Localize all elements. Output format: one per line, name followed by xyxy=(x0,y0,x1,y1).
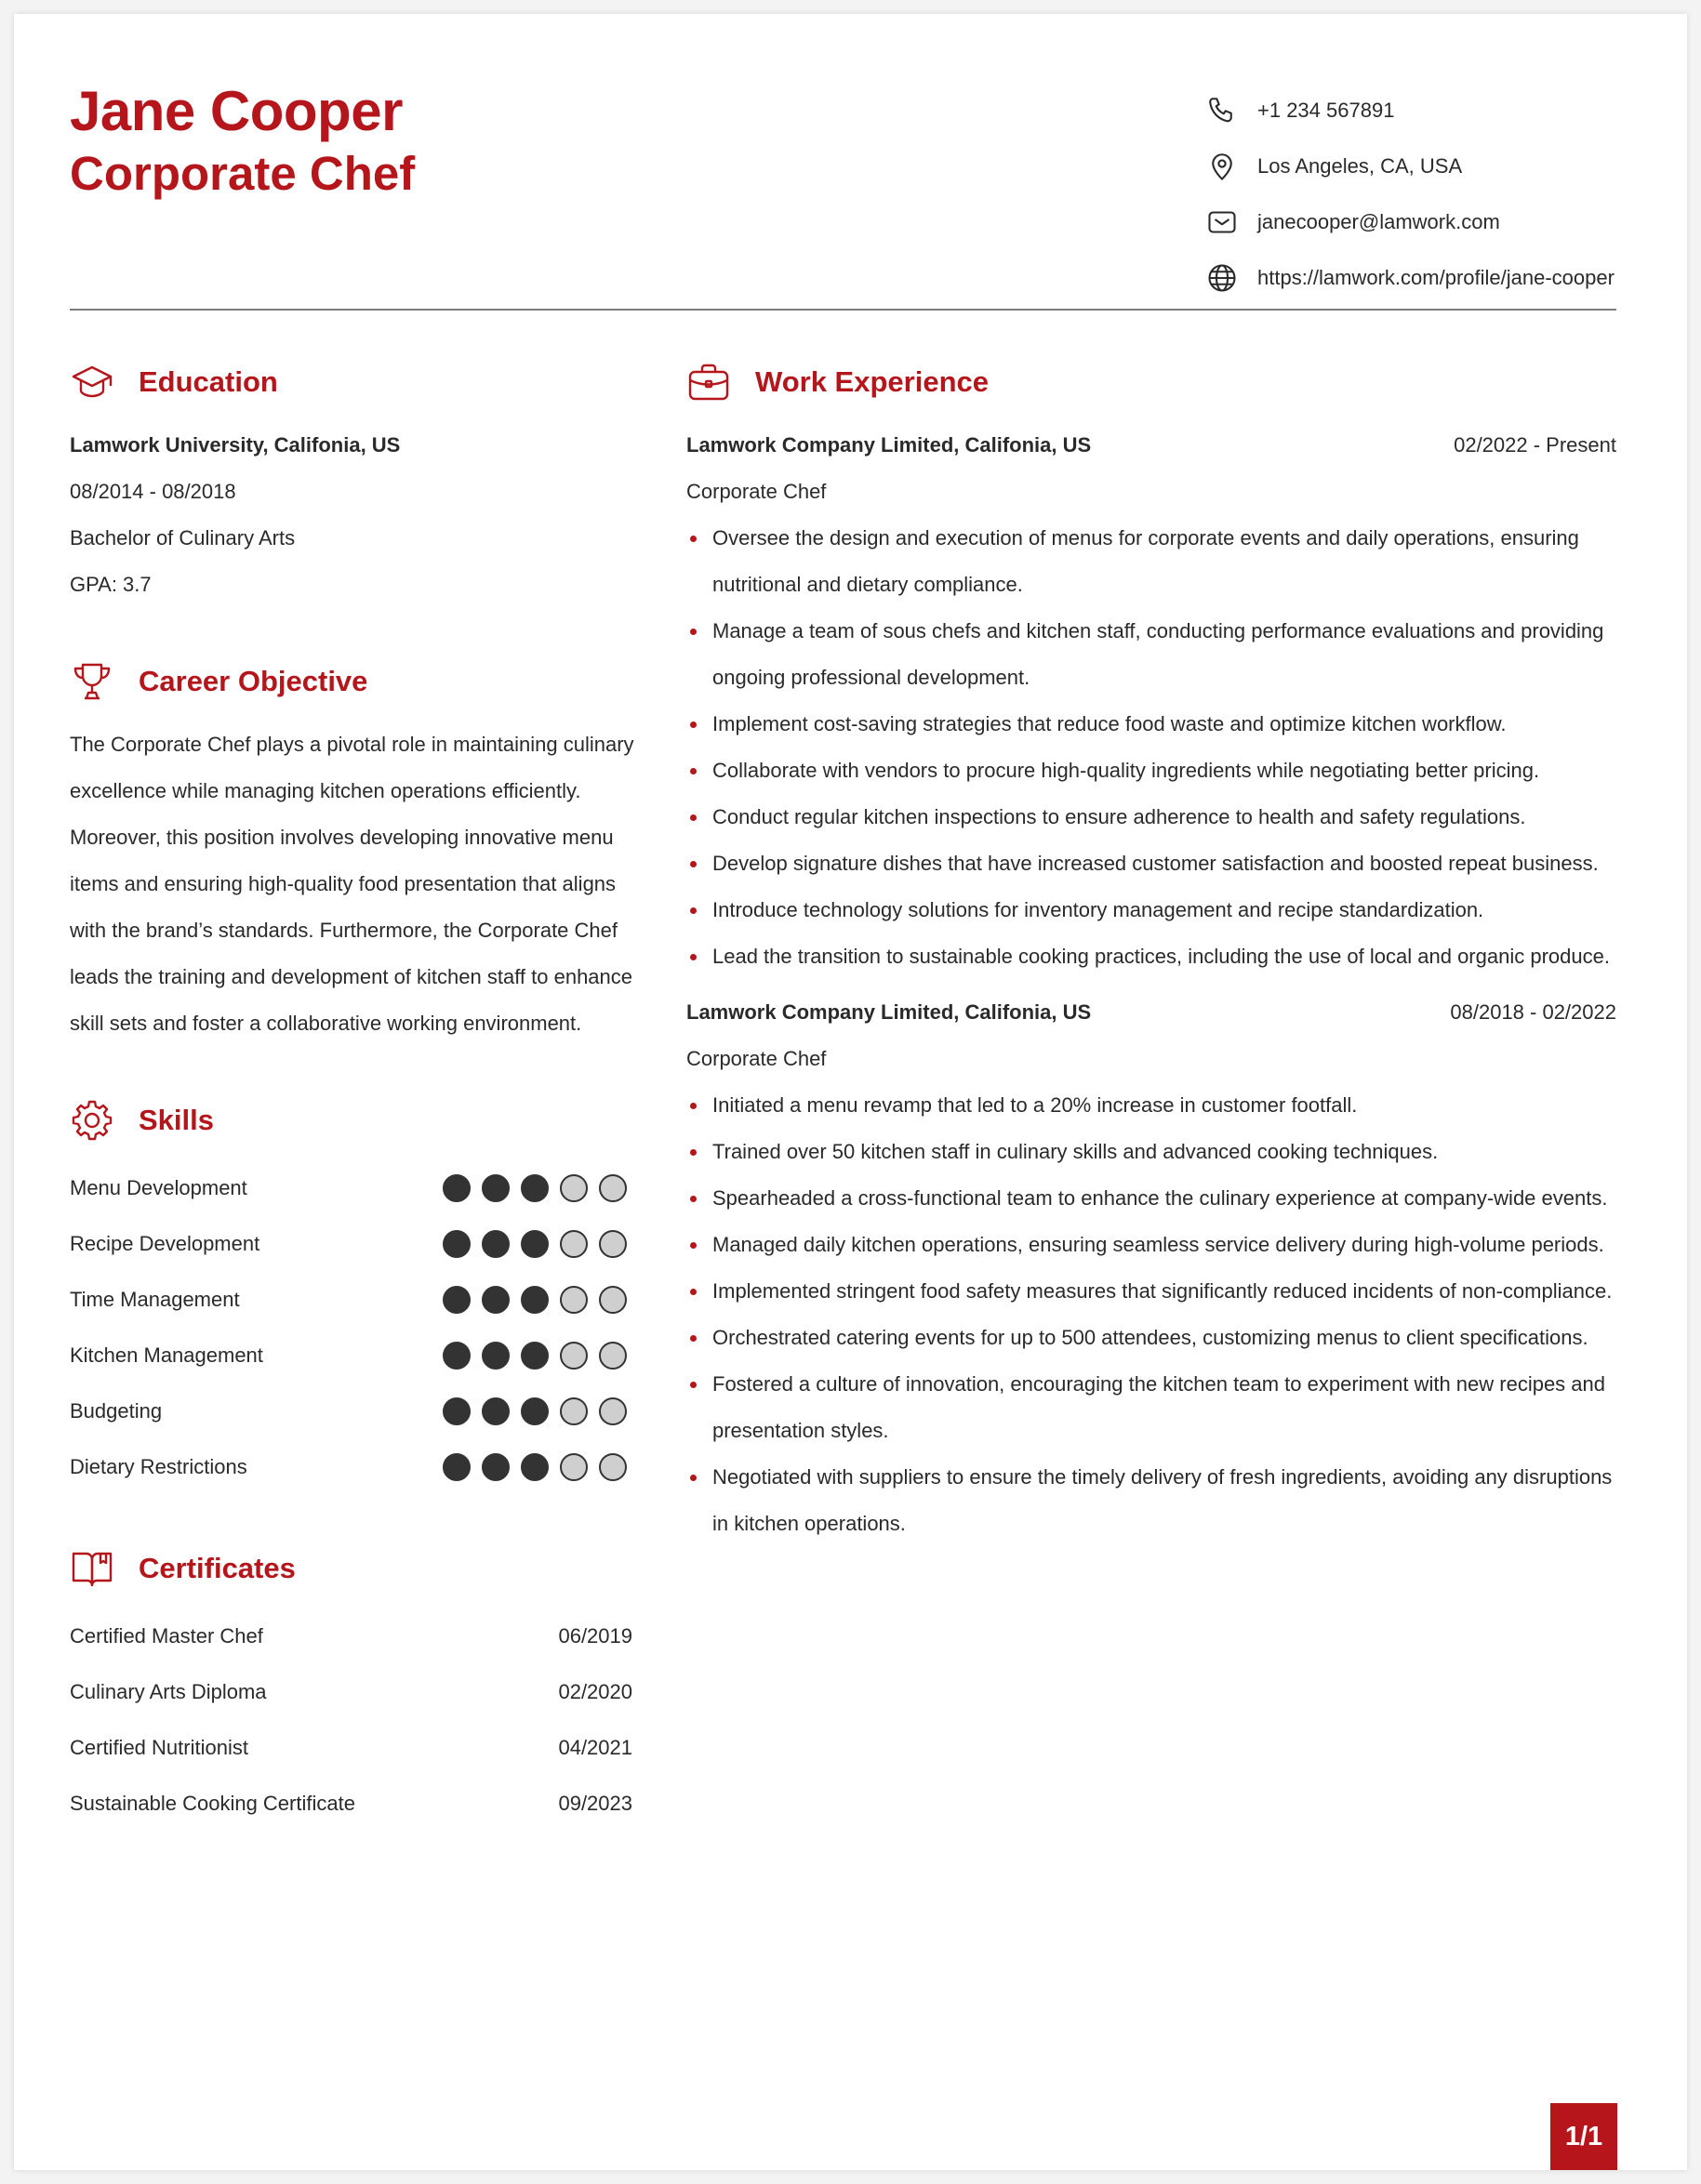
skill-dot-filled xyxy=(482,1230,510,1258)
career-objective-title: Career Objective xyxy=(139,665,368,697)
skill-dot-empty xyxy=(599,1230,627,1258)
skill-dot-filled xyxy=(521,1286,549,1314)
phone-icon xyxy=(1205,94,1239,127)
skill-dot-empty xyxy=(560,1397,588,1425)
skill-dot-filled xyxy=(521,1174,549,1202)
contact-list xyxy=(1205,83,1616,306)
skill-name: Kitchen Management xyxy=(70,1343,263,1367)
job-position: Corporate Chef xyxy=(686,1047,827,1070)
contact-phone xyxy=(1205,83,1616,139)
skill-rating xyxy=(443,1174,627,1202)
page-indicator[interactable]: 1/1 xyxy=(1550,2103,1617,2170)
contact-website xyxy=(1205,250,1616,306)
skill-rating xyxy=(443,1453,627,1481)
objective-line: with the brand’s standards. Furthermore, the Corporate Chef xyxy=(70,919,618,942)
certificate-date: 09/2023 xyxy=(558,1792,632,1815)
skill-dot-empty xyxy=(599,1174,627,1202)
certificates-section xyxy=(70,1540,632,1832)
skill-dot-filled xyxy=(443,1286,471,1314)
education-school: Lamwork University, Califonia, US xyxy=(70,433,401,457)
globe-icon xyxy=(1205,261,1239,295)
job-entry xyxy=(686,989,1616,1547)
skill-dot-filled xyxy=(482,1286,510,1314)
skill-rating xyxy=(443,1397,627,1425)
skill-dot-filled xyxy=(443,1174,471,1202)
skill-dot-filled xyxy=(521,1397,549,1425)
book-icon xyxy=(70,1546,114,1591)
certificates-header xyxy=(70,1540,632,1597)
skill-rating xyxy=(443,1230,627,1258)
career-objective-header xyxy=(70,653,632,710)
certificate-row xyxy=(70,1608,632,1664)
skill-dot-empty xyxy=(560,1453,588,1481)
certificate-name: Certified Nutritionist xyxy=(70,1736,248,1759)
skill-dot-filled xyxy=(443,1453,471,1481)
resume-header xyxy=(70,70,1616,311)
certificate-date: 02/2020 xyxy=(558,1680,632,1703)
skill-dot-empty xyxy=(599,1397,627,1425)
job-dates: 08/2018 - 02/2022 xyxy=(1450,1000,1616,1024)
skill-name: Menu Development xyxy=(70,1176,247,1199)
contact-website-text: https://lamwork.com/profile/jane-cooper xyxy=(1257,266,1615,289)
skill-name: Dietary Restrictions xyxy=(70,1455,247,1478)
contact-email xyxy=(1205,194,1616,250)
skill-dot-empty xyxy=(599,1342,627,1370)
trophy-icon xyxy=(70,659,114,704)
work-experience-section xyxy=(686,353,1616,1547)
contact-location-text: Los Angeles, CA, USA xyxy=(1257,154,1463,178)
job-header xyxy=(686,989,1616,1036)
location-pin-icon xyxy=(1205,150,1239,183)
skill-dot-filled xyxy=(482,1342,510,1370)
objective-line: skill sets and foster a collaborative working environment. xyxy=(70,1012,582,1035)
left-column xyxy=(70,353,632,1832)
certificates-title: Certificates xyxy=(139,1552,296,1584)
skill-dot-empty xyxy=(560,1286,588,1314)
education-gpa: GPA: 3.7 xyxy=(70,573,152,596)
skill-name: Budgeting xyxy=(70,1399,163,1423)
briefcase-icon xyxy=(686,360,731,404)
job-bullet: Conduct regular kitchen inspections to ensure adherence to health and safety regulations. xyxy=(686,794,1616,841)
job-bullet: Oversee the design and execution of menus for corporate events and daily operations, ensuring nutritional and dietary compliance. xyxy=(686,515,1616,608)
skill-dot-filled xyxy=(482,1174,510,1202)
skill-dot-filled xyxy=(482,1397,510,1425)
skill-row xyxy=(70,1272,632,1328)
objective-line: Moreover, this position involves developing innovative menu xyxy=(70,826,614,849)
certificate-date: 04/2021 xyxy=(558,1736,632,1759)
skill-row xyxy=(70,1383,632,1439)
skills-list xyxy=(70,1160,632,1495)
candidate-name: Jane Cooper xyxy=(70,80,403,142)
skill-dot-empty xyxy=(560,1174,588,1202)
work-experience-header xyxy=(686,353,1616,411)
skill-name: Time Management xyxy=(70,1288,240,1311)
objective-line: items and ensuring high-quality food presentation that aligns xyxy=(70,872,617,895)
job-bullet: Managed daily kitchen operations, ensuring seamless service delivery during high-volume periods. xyxy=(686,1222,1616,1268)
mail-icon xyxy=(1205,205,1239,239)
education-header xyxy=(70,353,632,411)
certificate-row xyxy=(70,1720,632,1776)
job-bullet: Fostered a culture of innovation, encouraging the kitchen team to experiment with new recipes and presentation styles. xyxy=(686,1361,1616,1454)
job-company: Lamwork Company Limited, Califonia, US xyxy=(686,1000,1092,1024)
job-bullet: Negotiated with suppliers to ensure the timely delivery of fresh ingredients, avoiding any disruptions in kitchen operations. xyxy=(686,1454,1616,1547)
job-bullet: Initiated a menu revamp that led to a 20% increase in customer footfall. xyxy=(686,1082,1616,1129)
objective-line: The Corporate Chef plays a pivotal role in maintaining culinary xyxy=(70,733,634,756)
skill-row xyxy=(70,1328,632,1383)
certificate-name: Certified Master Chef xyxy=(70,1624,263,1648)
job-bullet: Implement cost-saving strategies that reduce food waste and optimize kitchen workflow. xyxy=(686,701,1616,748)
job-bullet: Orchestrated catering events for up to 500 attendees, customizing menus to client specifications. xyxy=(686,1315,1616,1361)
skill-dot-filled xyxy=(521,1453,549,1481)
job-bullet: Develop signature dishes that have increased customer satisfaction and boosted repeat business. xyxy=(686,841,1616,887)
skill-dot-filled xyxy=(482,1453,510,1481)
skill-dot-empty xyxy=(599,1286,627,1314)
job-header xyxy=(686,422,1616,469)
gear-icon xyxy=(70,1098,114,1143)
job-bullet: Trained over 50 kitchen staff in culinary skills and advanced cooking techniques. xyxy=(686,1129,1616,1175)
certificate-date: 06/2019 xyxy=(558,1624,632,1648)
job-bullet: Manage a team of sous chefs and kitchen staff, conducting performance evaluations and providing ongoing professional development. xyxy=(686,608,1616,701)
certificate-name: Culinary Arts Diploma xyxy=(70,1680,267,1703)
education-degree: Bachelor of Culinary Arts xyxy=(70,526,296,549)
job-company: Lamwork Company Limited, Califonia, US xyxy=(686,433,1092,457)
certificate-name: Sustainable Cooking Certificate xyxy=(70,1792,355,1815)
skill-dot-empty xyxy=(560,1230,588,1258)
skill-dot-filled xyxy=(443,1342,471,1370)
skill-dot-empty xyxy=(560,1342,588,1370)
job-bullet: Collaborate with vendors to procure high-quality ingredients while negotiating better pricing. xyxy=(686,748,1616,794)
job-bullet: Lead the transition to sustainable cooking practices, including the use of local and organic produce. xyxy=(686,933,1616,980)
graduation-cap-icon xyxy=(70,360,114,404)
skill-rating xyxy=(443,1342,627,1370)
certificate-row xyxy=(70,1776,632,1832)
skill-name: Recipe Development xyxy=(70,1232,260,1255)
skills-title: Skills xyxy=(139,1104,214,1136)
contact-email-text: janecooper@lamwork.com xyxy=(1257,210,1500,233)
contact-location xyxy=(1205,139,1616,194)
skill-row xyxy=(70,1160,632,1216)
education-title: Education xyxy=(139,365,278,398)
job-position: Corporate Chef xyxy=(686,480,827,503)
career-objective-section xyxy=(70,653,632,1047)
skill-dot-filled xyxy=(443,1230,471,1258)
education-dates: 08/2014 - 08/2018 xyxy=(70,480,236,503)
candidate-role: Corporate Chef xyxy=(70,147,416,200)
job-entry xyxy=(686,422,1616,980)
skills-header xyxy=(70,1092,632,1149)
certificate-row xyxy=(70,1664,632,1720)
job-bullets xyxy=(686,1082,1616,1547)
skill-rating xyxy=(443,1286,627,1314)
resume-page xyxy=(14,14,1687,2170)
skill-row xyxy=(70,1439,632,1495)
right-column xyxy=(686,353,1616,1547)
contact-phone-text: +1 234 567891 xyxy=(1257,99,1395,122)
skill-dot-filled xyxy=(521,1342,549,1370)
skills-section xyxy=(70,1092,632,1495)
skill-dot-filled xyxy=(521,1230,549,1258)
job-bullet: Introduce technology solutions for inventory management and recipe standardization. xyxy=(686,887,1616,933)
skill-row xyxy=(70,1216,632,1272)
job-dates: 02/2022 - Present xyxy=(1454,433,1616,457)
skill-dot-filled xyxy=(443,1397,471,1425)
job-bullets xyxy=(686,515,1616,980)
skill-dot-empty xyxy=(599,1453,627,1481)
objective-line: excellence while managing kitchen operations efficiently. xyxy=(70,779,581,802)
education-section xyxy=(70,353,632,608)
objective-line: leads the training and development of kitchen staff to enhance xyxy=(70,965,633,988)
job-bullet: Spearheaded a cross-functional team to enhance the culinary experience at company-wide events. xyxy=(686,1175,1616,1222)
work-experience-title: Work Experience xyxy=(755,365,989,398)
job-bullet: Implemented stringent food safety measures that significantly reduced incidents of non-compliance. xyxy=(686,1268,1616,1315)
